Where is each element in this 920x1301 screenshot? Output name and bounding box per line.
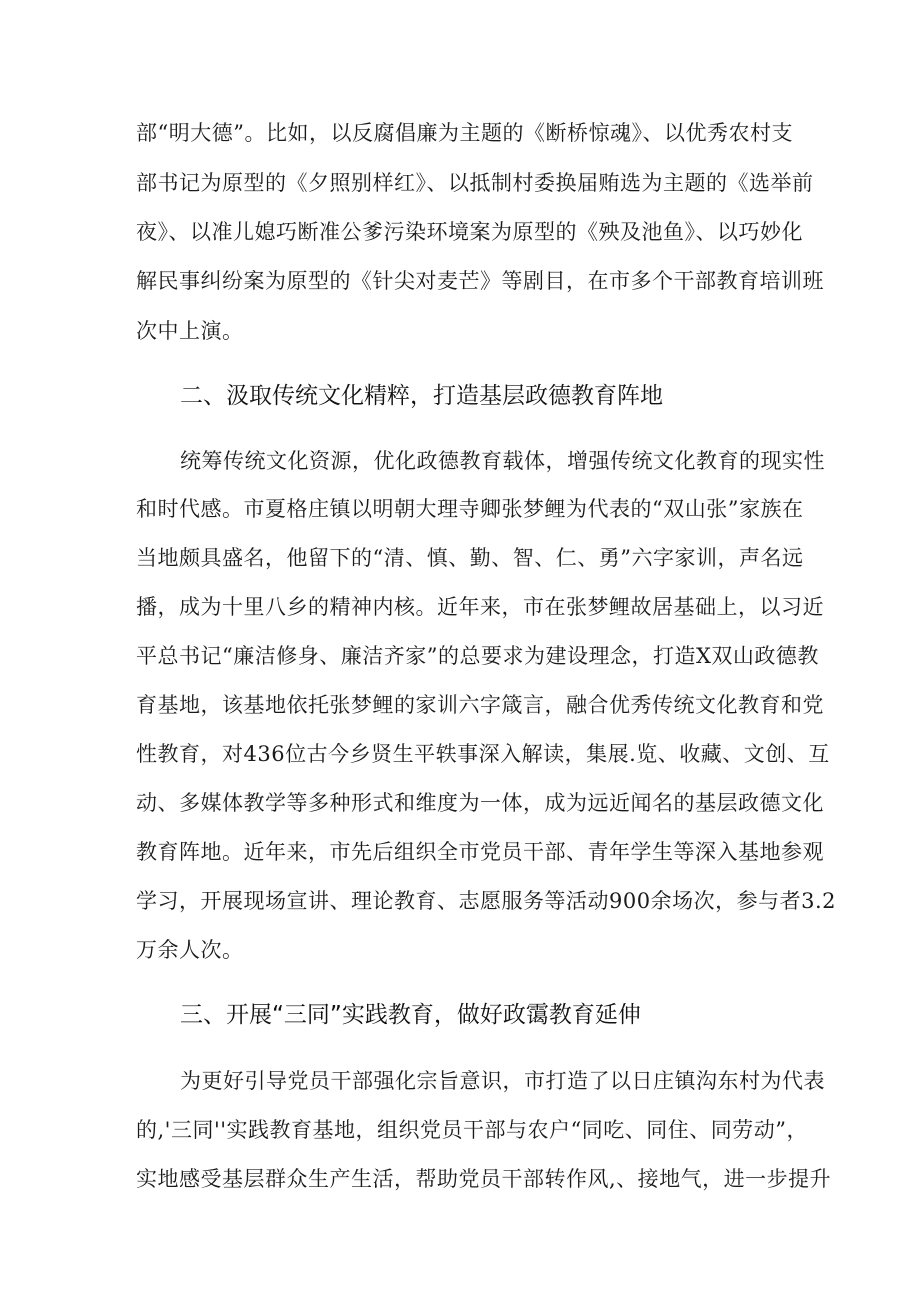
section-heading: 三、开展“三同”实践教育，做好政霭教育延伸 [180,1002,641,1028]
paragraph-line: 统筹传统文化资源，优化政德教育载体，增强传统文化教育的现实性 [180,449,825,473]
paragraph-line: 万余人次。 [136,938,244,962]
paragraph-line: 和时代感。市夏格庄镇以明朝大理寺卿张梦鲤为代表的“双山张”家族在 [136,497,804,521]
paragraph-line: 部“明大德”。比如，以反腐倡廉为主题的《断桥惊魂》、以优秀农村支 [136,121,793,145]
paragraph-line: 当地颇具盛名，他留下的“清、慎、勤、智、仁、勇”六字家训，声名远 [136,546,804,570]
paragraph-line: 夜》、以准儿媳巧断准公爹污染环境案为原型的《殃及池鱼》、以巧妙化 [136,220,803,244]
paragraph-line: 次中上演。 [136,319,244,343]
section-heading: 二、汲取传统文化精粹，打造基层政德教育阵地 [180,383,663,409]
paragraph-line: 部书记为原型的《夕照别样红》、以抵制村委换届贿选为主题的《选举前 [136,171,814,195]
paragraph-line: 性教育，对436位古今乡贤生平轶事深入解读，集展.览、收藏、文创、互 [136,742,830,766]
paragraph-line: 播，成为十里八乡的精神内核。近年来，市在张梦鲤故居基础上，以习近 [136,595,824,619]
paragraph-line: 实地感受基层群众生产生活，帮助党员干部转作风,、接地气，进一步提升 [136,1167,832,1191]
paragraph-line: 教育阵地。近年来，市先后组织全市党员干部、青年学生等深入基地参观 [136,840,824,864]
paragraph-line: 为更好引导党员干部强化宗旨意识，市打造了以日庄镇沟东村为代表 [180,1069,825,1093]
paragraph-line: 平总书记“廉洁修身、廉洁齐家”的总要求为建设理念，打造X双山政德教 [136,644,819,668]
paragraph-line: 学习，开展现场宣讲、理论教育、志愿服务等活动900余场次，参与者3.2 [136,889,836,913]
paragraph-line: 育基地，该基地依托张梦鲤的家训六字箴言，融合优秀传统文化教育和党 [136,693,824,717]
paragraph-line: 动、多媒体教学等多种形式和维度为一体，成为远近闻名的基层政德文化 [136,791,824,815]
paragraph-line: 的,'三同''实践教育基地，组织党员干部与农户“同吃、同住、同劳动”， [136,1118,808,1142]
paragraph-line: 解民事纠纷案为原型的《针尖对麦芒》等剧目，在市多个干部教育培训班 [136,269,824,293]
